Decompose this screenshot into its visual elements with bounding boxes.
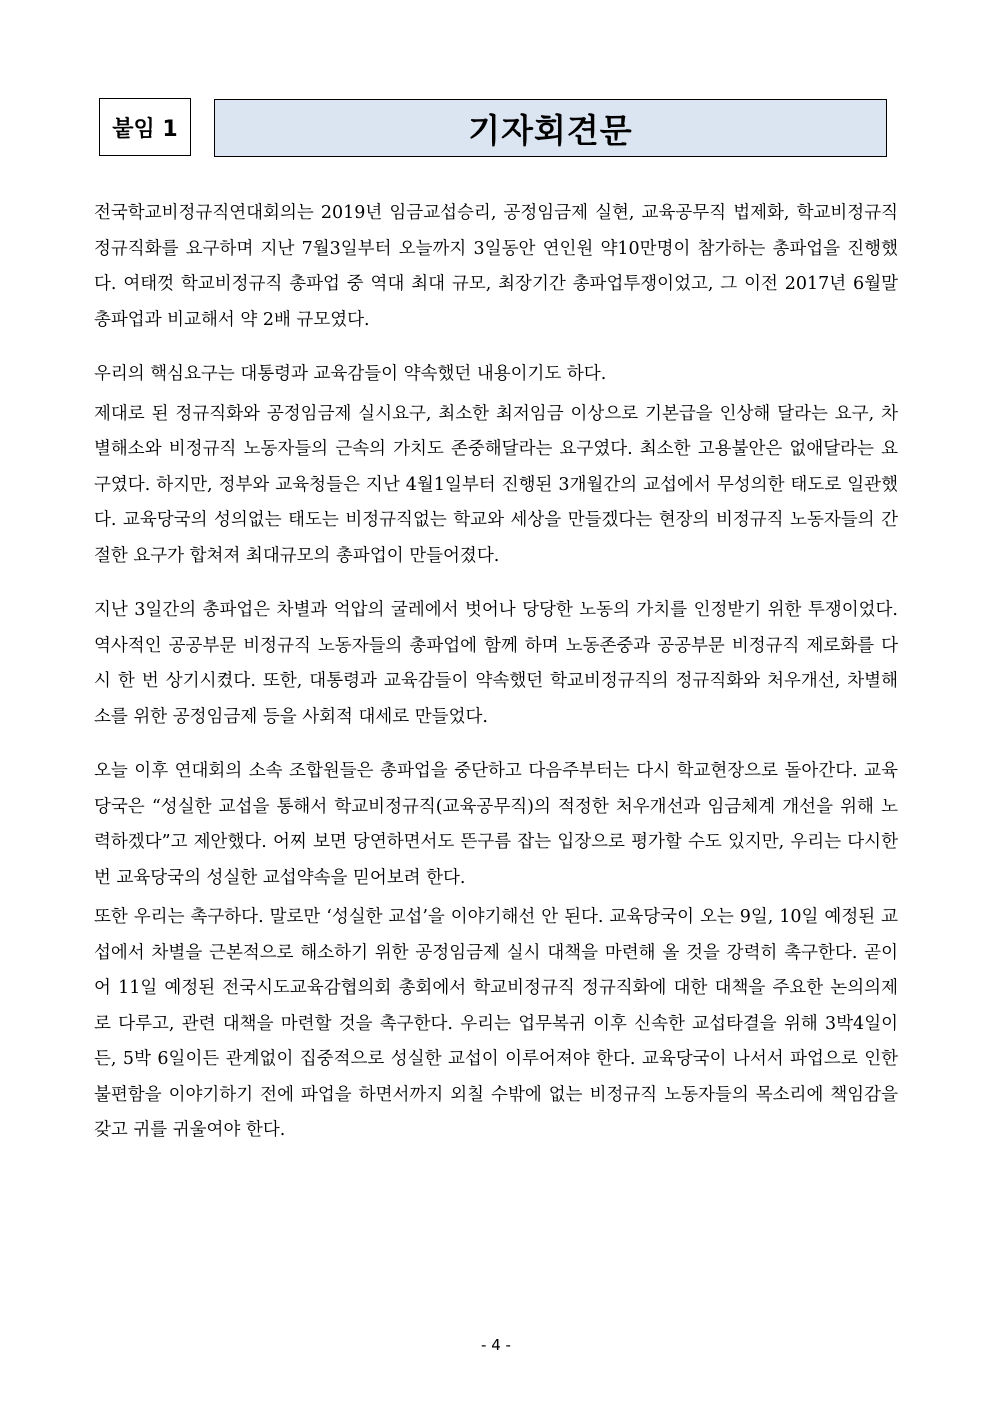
- attachment-label: 붙임 1: [99, 98, 191, 156]
- paragraph-4: 지난 3일간의 총파업은 차별과 억압의 굴레에서 벗어나 당당한 노동의 가치를 인정받기 위한 투쟁이었다. 역사적인 공공부문 비정규직 노동자들의 총파업에 함께 하며 노동존중과 공공부문 비정규직 제로화를 다시 한 번 상기시켰다. 또한, 대통령과 교육감들이 약속했던 학교비정규직의 정규직화와 처우개선, 차별해소를 위한 공정임금제 등을 사회적 대세로 만들었다.: [94, 600, 898, 727]
- paragraph-1: 전국학교비정규직연대회의는 2019년 임금교섭승리, 공정임금제 실현, 교육공무직 법제화, 학교비정규직 정규직화를 요구하며 지난 7월3일부터 오늘까지 3일동안 연인원 약10만명이 참가하는 총파업을 진행했다. 여태껏 학교비정규직 총파업 중 역대 최대 규모, 최장기간 총파업투쟁이었고, 그 이전 2017년 6월말 총파업과 비교해서 약 2배 규모였다.: [94, 203, 898, 330]
- paragraph-2: 우리의 핵심요구는 대통령과 교육감들이 약속했던 내용이기도 하다.: [94, 364, 607, 384]
- paragraph-5: 오늘 이후 연대회의 소속 조합원들은 총파업을 중단하고 다음주부터는 다시 학교현장으로 돌아간다. 교육당국은 “성실한 교섭을 통해서 학교비정규직(교육공무직)의 적정한 처우개선과 임금체계 개선을 위해 노력하겠다”고 제안했다. 어찌 보면 당연하면서도 뜬구름 잡는 입장으로 평가할 수도 있지만, 우리는 다시한번 교육당국의 성실한 교섭약속을 믿어보려 한다.: [94, 761, 898, 888]
- document-body: [94, 196, 898, 1149]
- paragraph-3: 제대로 된 정규직화와 공정임금제 실시요구, 최소한 최저임금 이상으로 기본급을 인상해 달라는 요구, 차별해소와 비정규직 노동자들의 근속의 가치도 존중해달라는 요구였다. 최소한 고용불안은 없애달라는 요구였다. 하지만, 정부와 교육청들은 지난 4월1일부터 진행된 3개월간의 교섭에서 무성의한 태도로 일관했다. 교육당국의 성의없는 태도는 비정규직없는 학교와 세상을 만들겠다는 현장의 비정규직 노동자들의 간절한 요구가 합쳐져 최대규모의 총파업이 만들어졌다.: [94, 403, 898, 566]
- page-number: - 4 -: [481, 1336, 511, 1354]
- document-title: 기자회견문: [214, 99, 887, 157]
- paragraph-6: 또한 우리는 촉구하다. 말로만 ‘성실한 교섭’을 이야기해선 안 된다. 교육당국이 오는 9일, 10일 예정된 교섭에서 차별을 근본적으로 해소하기 위한 공정임금제 실시 대책을 마련해 올 것을 강력히 촉구한다. 곧이어 11일 예정된 전국시도교육감협의회 총회에서 학교비정규직 정규직화에 대한 대책을 주요한 논의의제로 다루고, 관련 대책을 마련할 것을 촉구한다. 우리는 업무복귀 이후 신속한 교섭타결을 위해 3박4일이든, 5박 6일이든 관계없이 집중적으로 성실한 교섭이 이루어져야 한다. 교육당국이 나서서 파업으로 인한 불편함을 이야기하기 전에 파업을 하면서까지 외칠 수밖에 없는 비정규직 노동자들의 목소리에 책임감을 갖고 귀를 귀울여야 한다.: [94, 907, 898, 1140]
